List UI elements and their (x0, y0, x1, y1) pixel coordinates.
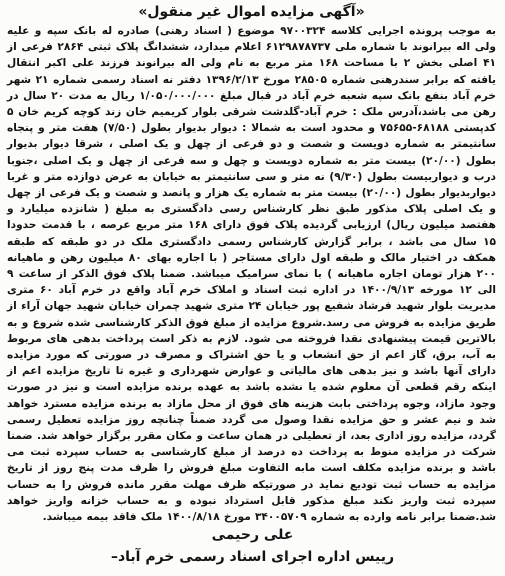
signature-organization: –رییس اداره اجرای اسناد رسمی خرم آباد (110, 549, 395, 565)
notice-body: به موجب پرونده اجرایی کلاسه ۹۷۰۰۳۲۴ موضوع ( اسناد رهنی) صادره له بانک سپه و علیه ولی اله بیرانوند با شماره ملی ۶۱۲۹۸۷۸۷۳۷ اعلام میدارد، ششدانگ پلاک ثبتی ۲۸۶۴ فرعی از ۴۱ اصلی بخش ۲ با مساحت ۱۶۸ متر مربع به نام ولی اله بیرانوند فرزند علی اکبر انتقال یافته که برابر سندرهنی شماره ۲۸۵۰۵ مورخ ۱۳۹۶/۲/۱۳ دفتر نه اسناد رسمی شماره ۲۱ شهر خرم آباد بنفع بانک سپه شعبه خرم آباد در قبال مبلغ ۱/۰۵۰/۰۰۰/۰۰۰ ریال به مدت ۲۰ سال در رهن می باشد،آدرس ملک : خرم آباد-گلدشت شرقی بلوار کریمیم خان زند کوچه کریم خان ۵ کدپستی ۶۸۱۸۸-۷۵۶۵۵ و محدود است به شمالا : دیوار بدیوار بطول (۷/۵۰) هفت متر و پنجاه سانتیمتر به شماره دویست و شصت و دو فرعی از چهل و یک اصلی ، شرقا دیوار بدیوار بطول (۲۰/۰۰) بیست متر به شماره دویست و چهل و سه فرعی از چهل و یک اصلی ،جنوبا درب و دیواربیست بطول (۹/۳۰) نه متر و سی سانتیمتر به خیابان به عرض دوازده متر و غربا دیواربدیوار بطول (۲۰/۰۰) بیست متر به شماره یک هزار و پانصد و شصت و یک فرعی از چهل و یک اصلی پلاک مذکور طبق نظر کارشناس رسی دادگستری به مبلغ ( شانزده میلیارد و هفتصد میلیون ریال) ارزیابی گردیده پلاک فوق دارای ۱۶۸ متر مربع عرصه ، با قدمت حدودا ۱۵ سال می باشد ، برابر گزارش کارشناس رسمی دادگستری ملک در دو طبقه که طبقه همکف در اختیار مالک و طبقه اول دارای مستاجر ( با اجاره بهای ۸۰ میلیون رهن و ماهیانه ۲۰۰ هزار تومان اجاره ماهیانه ) با نمای سرامیک میباشد. ضمنا پلاک فوق الذکر از ساعت ۹ الی ۱۲ مورخه ۱۴۰۰/۹/۱۳ در اداره ثبت اسناد و املاک خرم آباد واقع در خرم آباد ۶۰ متری مدیریت بلوار شهید فرشاد شفیع پور خیابان ۲۴ متری شهید چمران خیابان شهید جهان آراء از طریق مزایده به فروش می رسد.شروع مزایده از مبلغ فوق الذکر کارشناسی شده شروع و به بالاترین قیمت پیشنهادی نقدا فروخته می شود. لازم به ذکر است پرداخت بدهی های مربوط به آب، برق، گاز اعم از حق انشعاب و یا حق اشتراک و مصرف در صورتی که مورد مزایده دارای آنها باشد و نیز بدهی های مالیاتی و عوارض شهرداری و غیره تا تاریخ مزایده اعم از اینکه رقم قطعی آن معلوم شده یا نشده باشد به عهده برنده مزایده است و نیز در صورت وجود مازاد، وجوه پرداختی بابت هزینه های فوق از محل مازاد به برنده مزایده مسترد خواهد شد و نیم عشر و حق مزایده نقدا وصول می گردد ضمناً چنانچه روز مزایده تعطیل رسمی گردد، مزایده روز اداری بعد، از تعطیلی در همان ساعت و مکان مقرر برگزار خواهد شد. ضمنا شرکت در مزایده منوط به پرداخت ده درصد از مبلغ کارشناسی به حساب سپرده ثبت می باشد و برنده مزایده مکلف است مابه التفاوت مبلغ فروش را ظرف مدت پنج روز از تاریخ مزایده به حساب ثبت تودیع نماید در صورتیکه ظرف مهلت مقرر مانده فروش را به حساب سپرده ثبت واریز نکند مبلغ مذکور قابل استرداد نبوده و به حساب خزانه واریز خواهد شد.ضمنا برابر نامه وارده به شماره ۳۴۰۰۵۷۰۹ مورخ ۱۴۰۰/۸/۱۸ ملک فاقد بیمه میباشد. (7, 25, 497, 524)
notice-title: «آگهی مزایده اموال غیر منقول» (138, 4, 365, 20)
signature-name: علی رحیمی (211, 527, 294, 543)
